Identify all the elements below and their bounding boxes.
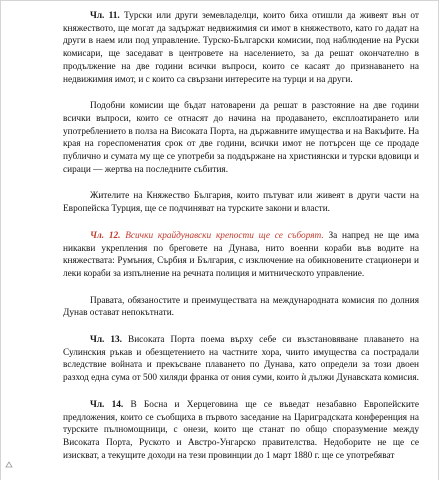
paragraph-text: В Босна и Херцеговина ще се въведат незабавно Европейските предложения, които се съобщиха в първото заседание на Цариградската конференция на турските пълномощници, с онези, които ще станат по общо споразумение между Високата Порта, Руското и Австро-Унгарско правителства. Недоборите не ще се изискват, а текущите доходи на тези провинции до 1 март 1880 г. ще се употребяват [63, 399, 419, 461]
article-number: Чл. 11. [90, 11, 120, 21]
paragraph-article-13 [63, 334, 419, 385]
article-number: Чл. 12. [90, 230, 121, 241]
page-corner-icon [5, 460, 13, 468]
paragraph-commissions [63, 100, 419, 176]
paragraph-text: Подобни комисии ще бъдат натоварени да решат в разстояние на две години всички въпроси, които се отнасят до начина на продаването, експлоатирането или употреблението в полза на Високата Порта, на държавните имущества и на Вакъфите. На края на гореспоменатия срок от две години, всички имот не потърсен ще се продаде публично и сумата му ще се употреби за поддържане на християнски и турски вдовици и сираци — жертва на последните събития. [63, 101, 419, 175]
paragraph-text: Правата, обязаностите и преимуществата на международната комисия по долния Дунав остават непокътнати. [63, 295, 419, 319]
paragraph-text: Турски или други земевладелци, които биха отишли да живеят вън от княжеството, ще могат да задържат недвижимия си имот в княжеството, като го дадат на други в наем или под управление. Турско-Български комисии, под наблюдение на Руски комисари, ще заседават в центровете на населението, за да решат окончателно в продължение на две години всички въпроси, които се касаят до признаването на недвижимия имот, и с които са свързани интересите на турци и на други. [63, 11, 419, 85]
paragraph-article-11 [63, 10, 419, 86]
article-number: Чл. 13. [90, 335, 122, 346]
highlighted-text: Всички крайдунавски крепости ще се съборят. [120, 230, 324, 241]
paragraph-residents [63, 190, 419, 215]
paragraph-text: Жителите на Княжество България, които пътуват или живеят в други части на Европейска Турция, ще се подчиняват на турските закони и власти. [63, 191, 419, 215]
paragraph-text: Високата Порта поема върху себе си възстановяване плаването на Сулинския ръкав и обезщетението на частните хора, чиито имущества са пострадали вследствие войната и прекъсване плаването по Дунава, като определи за този двоен разход една сума от 500 хиляди франка от ония суми, които ѝ дължи Дунавската комисия. [63, 335, 419, 384]
paragraph-danube-commission [63, 295, 419, 320]
document-body [63, 10, 419, 476]
paragraph-article-12 [63, 230, 419, 281]
paragraph-article-14 [63, 399, 419, 463]
article-number: Чл. 14. [90, 399, 124, 410]
paragraph-text: За напред не ще има никакви укрепления по бреговете на Дунава, нито военни кораби във водите на княжествата: Румъния, Сърбия и България, с изключение на обикновените стационери и леки кораби за изпълнение на речната полиция и митническото управление. [63, 230, 420, 279]
